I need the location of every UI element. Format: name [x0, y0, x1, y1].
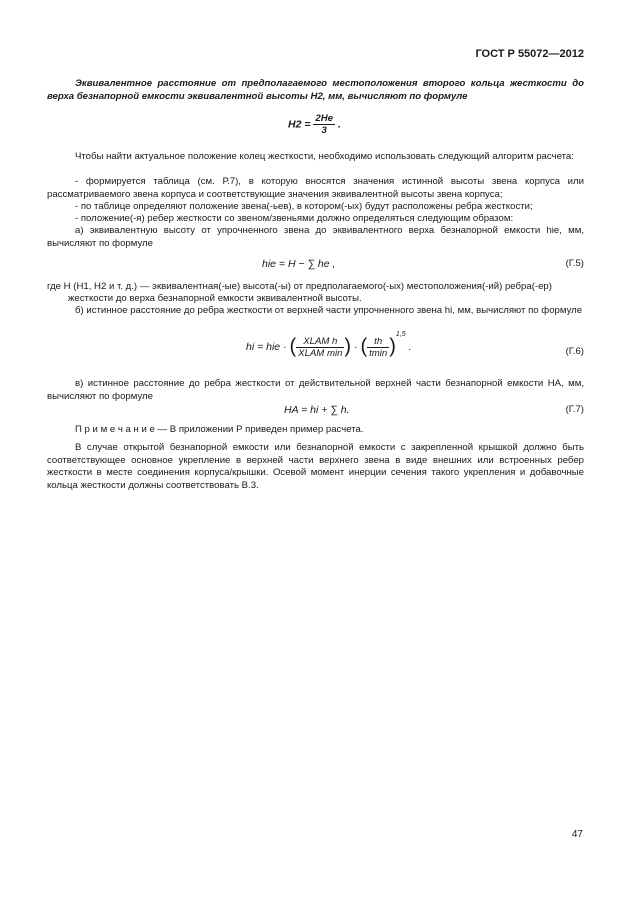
formula-g6-number: (Г.6): [565, 346, 584, 357]
formula-g7-number: (Г.7): [565, 404, 584, 415]
fraction-2-denominator: tmin: [369, 347, 388, 359]
algorithm-step-3: - положение(-я) ребер жесткости со звеном/звеньями должно определяться следующим образом:: [75, 213, 514, 224]
formula-g6-fraction-1: [296, 336, 344, 359]
algorithm-intro: Чтобы найти актуальное положение колец жесткости, необходимо использовать следующий алгоритм расчета:: [75, 151, 574, 162]
fraction-2-numerator: th: [367, 336, 389, 348]
paren-close-2: ): [389, 335, 396, 358]
formula-h2-tail: .: [337, 118, 341, 131]
fraction-1-denominator: XLAM min: [298, 347, 343, 359]
formula-g5: hie = H − ∑ he ,: [262, 258, 336, 270]
document-code: ГОСТ Р 55072—2012: [475, 48, 584, 60]
formula-h2-denominator: 3: [321, 125, 327, 136]
formula-g6-dot: ·: [354, 341, 358, 353]
formula-h2: [288, 113, 341, 136]
formula-g6-exponent: 1,5: [395, 331, 406, 338]
formula-g6-fraction-2: [367, 336, 389, 359]
algorithm-step-1: - формируется таблица (см. Р.7), в которую вносятся значения истинной высоты звена корпуса или рассматриваемого звена корпуса и соответствующие значения эквивалентной высоты звена корпуса;: [47, 176, 584, 200]
paren-close-1: ): [344, 335, 352, 358]
final-paragraph: В случае открытой безнапорной емкости или безнапорной емкости с закрепленной крышкой должно быть соответствующее основное укрепление в верхней части верхнего звена в виде внешних или встроенных ребер жесткости в месте соединения корпуса/крышки. Осевой момент инерции сечения такого укрепления и добавочные кольца жесткости должны соответствовать В.3.: [47, 442, 584, 491]
formula-g6: [246, 331, 411, 359]
formula-g6-lhs: hi = hie ·: [246, 341, 287, 353]
formula-g6-tail: .: [408, 341, 412, 353]
intro-paragraph: Эквивалентное расстояние от предполагаемого местоположения второго кольца жесткости до верха безнапорной емкости эквивалентной высоты H2, мм, вычисляют по формуле: [47, 78, 584, 102]
where-line-1: где H (H1, H2 и т. д.) — эквивалентная(-ые) высота(-ы) от предполагаемого(-ых) местоположения(-ий) ребра(-ер): [47, 281, 552, 292]
paragraph-v: в) истинное расстояние до ребра жесткости от действительной верхней части безнапорной емкости HA, мм, вычисляют по формуле: [47, 378, 584, 402]
note: П р и м е ч а н и е — В приложении Р приведен пример расчета.: [75, 424, 364, 435]
formula-g7: HA = hi + ∑ h.: [284, 404, 350, 416]
algorithm-step-2: - по таблице определяют положение звена(-ьев), в котором(-ых) будут расположены ребра жесткости;: [75, 201, 533, 212]
formula-g5-number: (Г.5): [565, 258, 584, 269]
page-number: 47: [571, 829, 583, 840]
paren-open-2: (: [360, 335, 368, 358]
formula-h2-numerator: 2He: [315, 113, 334, 124]
where-line-2: жесткости до верха безнапорной емкости эквивалентной высоты.: [68, 293, 362, 304]
fraction-1-numerator: XLAM h: [296, 336, 344, 348]
formula-h2-fraction: [313, 113, 335, 136]
paren-open-1: (: [289, 335, 297, 358]
formula-h2-lhs: H2 =: [288, 118, 311, 131]
paragraph-a: а) эквивалентную высоту от упрочненного звена до эквивалентного верха безнапорной емкости hie, мм, вычисляют по формуле: [47, 225, 584, 249]
paragraph-b: б) истинное расстояние до ребра жесткости от верхней части упрочненного звена hi, мм, вычисляют по формуле: [75, 305, 583, 316]
